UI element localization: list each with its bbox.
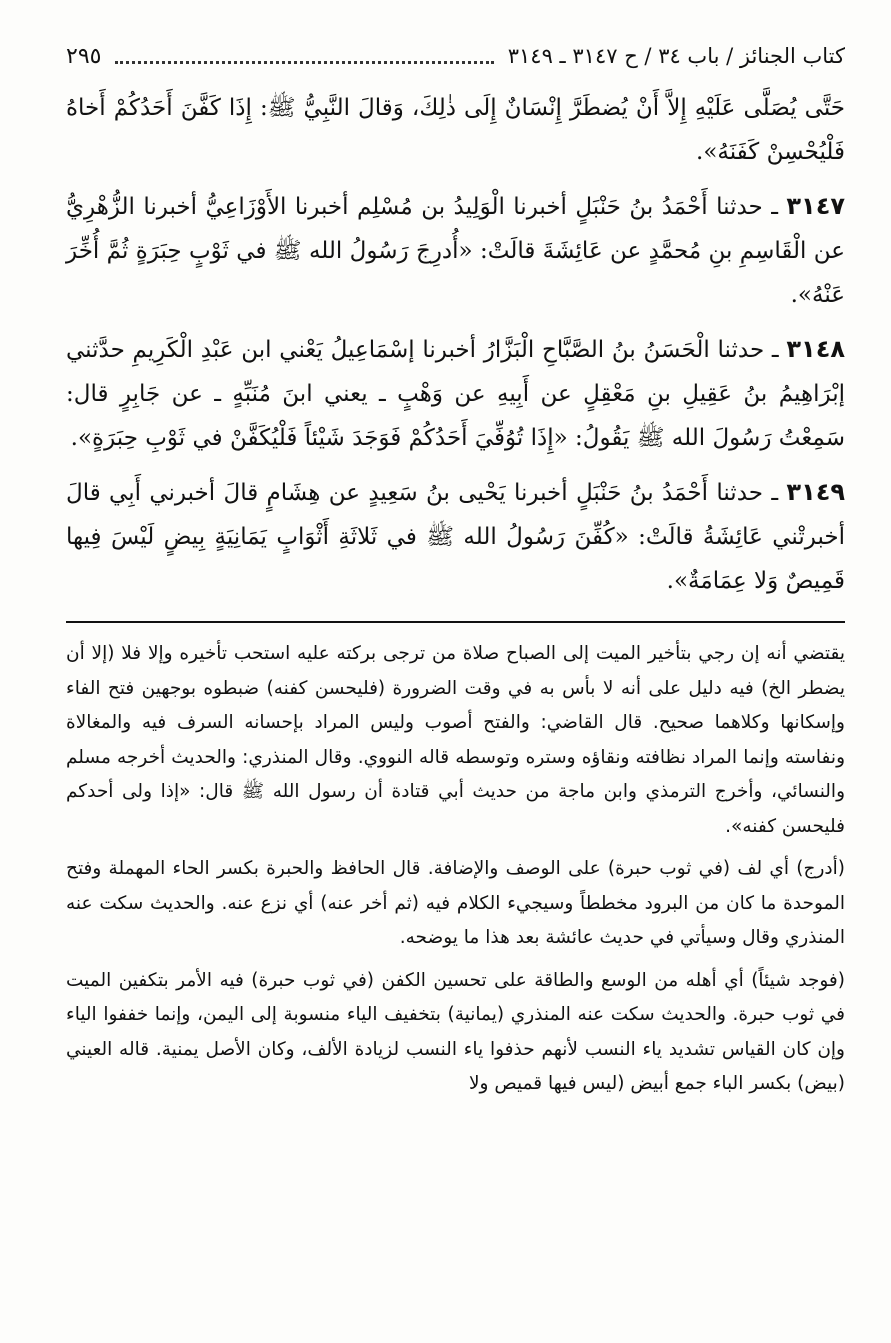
- hadith-text: حَتَّى يُصَلَّى عَلَيْهِ إِلاَّ أَنْ يُضطَرَّ إِنْسَانٌ إِلَى ذٰلِكَ، وَقالَ النَّبِيُّ ﷺ: إِذَا كَفَّنَ أَحَدُكُمْ أَخاهُ فَلْيُحْسِنْ كَفَنَهُ».: [66, 95, 845, 165]
- hadith-text-section: [66, 86, 845, 603]
- page-number: ٢٩٥: [66, 43, 102, 69]
- footnote-divider: [66, 621, 845, 623]
- hadith-text: ـ حدثنا الْحَسَنُ بنُ الصَّبَّاحِ الْبَزَّارُ أخبرنا إسْمَاعِيلُ يَعْني ابن عَبْدِ الْكَرِيمِ حدَّثني إبْرَاهِيمُ بنُ عَقِيلِ بنِ مَعْقِلٍ عن أَبِيهِ عن وَهْبٍ ـ يعني ابنَ مُنَبِّهٍ ـ عن جَابِرٍ قال: سَمِعْتُ رَسُولَ الله ﷺ يَقُولُ: «إِذَا تُوُفِّيَ أَحَدُكُمْ فَوَجَدَ شَيْئاً فَلْيُكَفَّنْ في ثَوْبِ حِبَرَةٍ».: [66, 337, 845, 451]
- running-title: كتاب الجنائز / باب ٣٤ / ح ٣١٤٧ ـ ٣١٤٩: [507, 44, 845, 68]
- commentary-section: [66, 637, 845, 1102]
- hadith-3147: [66, 184, 845, 317]
- hadith-number: ٣١٤٩: [786, 478, 846, 506]
- hadith-number: ٣١٤٧: [786, 192, 845, 220]
- commentary-paragraph: يقتضي أنه إن رجي بتأخير الميت إلى الصباح صلاة من ترجى بركته عليه استحب تأخيره وإلا فلا (إلا أن يضطر الخ) فيه دليل على أنه لا بأس به في وقت الضرورة (فليحسن كفنه) ضبطوه بوجهين فتح الفاء وإسكانها وكلاهما صحيح. قال القاضي: والفتح أصوب وليس المراد بإحسانه السرف فيه والمغالاة ونفاسته وإنما المراد نظافته ونقاؤه وستره وتوسطه قاله النووي. وقال المنذري: والحديث أخرجه مسلم والنسائي، وأخرج الترمذي وابن ماجة من حديث أبي قتادة أن رسول الله ﷺ قال: «إذا ولى أحدكم فليحسن كفنه».: [66, 643, 845, 837]
- dotted-leader: [115, 61, 493, 64]
- commentary-paragraph: (أدرج) أي لف (في ثوب حبرة) على الوصف والإضافة. قال الحافظ والحبرة بكسر الحاء المهملة وفتح الموحدة ما كان من البرود مخططاً وسيجيء الكلام فيه (ثم أخر عنه) أي نزع عنه. والحديث سكت عنه المنذري وقال وسيأتي في حديث عائشة بعد هذا ما يوضحه.: [66, 858, 845, 948]
- hadith-number: ٣١٤٨: [786, 335, 845, 363]
- hadith-text: ـ حدثنا أَحْمَدُ بنُ حَنْبَلٍ أخبرنا الْوَلِيدُ بن مُسْلِم أخبرنا الأَوْزَاعِيُّ أخبرنا الزُّهْرِيُّ عن الْقَاسِمِ بنِ مُحمَّدٍ عن عَائِشَةَ قالَتْ: «أُدرِجَ رَسُولُ الله ﷺ في ثَوْبٍ حِبَرَةٍ ثُمَّ أُخِّرَ عَنْهُ».: [66, 194, 845, 308]
- hadith-3148: [66, 327, 845, 460]
- commentary-paragraph: (فوجد شيئاً) أي أهله من الوسع والطاقة على تحسين الكفن (في ثوب حبرة) فيه الأمر بتكفين الميت في ثوب حبرة. والحديث سكت عنه المنذري (يمانية) بتخفيف الياء منسوبة إلى اليمن، وإنما خففوا الياء وإن كان القياس تشديد ياء النسب لأنهم حذفوا ياء النسب لزيادة الألف، وكان الأصل يمنية. قاله العيني (بيض) بكسر الباء جمع أبيض (ليس فيها قميص ولا: [66, 969, 845, 1094]
- hadith-3149: [66, 470, 845, 603]
- page-header: [66, 36, 845, 76]
- hadith-text: ـ حدثنا أَحْمَدُ بنُ حَنْبَلٍ أخبرنا يَحْيى بنُ سَعِيدٍ عن هِشَامٍ قالَ أخبرني أَبِي قالَ أخبرتْني عَائِشَةُ قالَتْ: «كُفِّنَ رَسُولُ الله ﷺ في ثَلاثَةِ أَثْوَابٍ يَمَانِيَةٍ بِيضٍ لَيْسَ فِيها قَمِيصٌ وَلا عِمَامَةٌ».: [66, 480, 845, 594]
- hadith-continuation: [66, 86, 845, 174]
